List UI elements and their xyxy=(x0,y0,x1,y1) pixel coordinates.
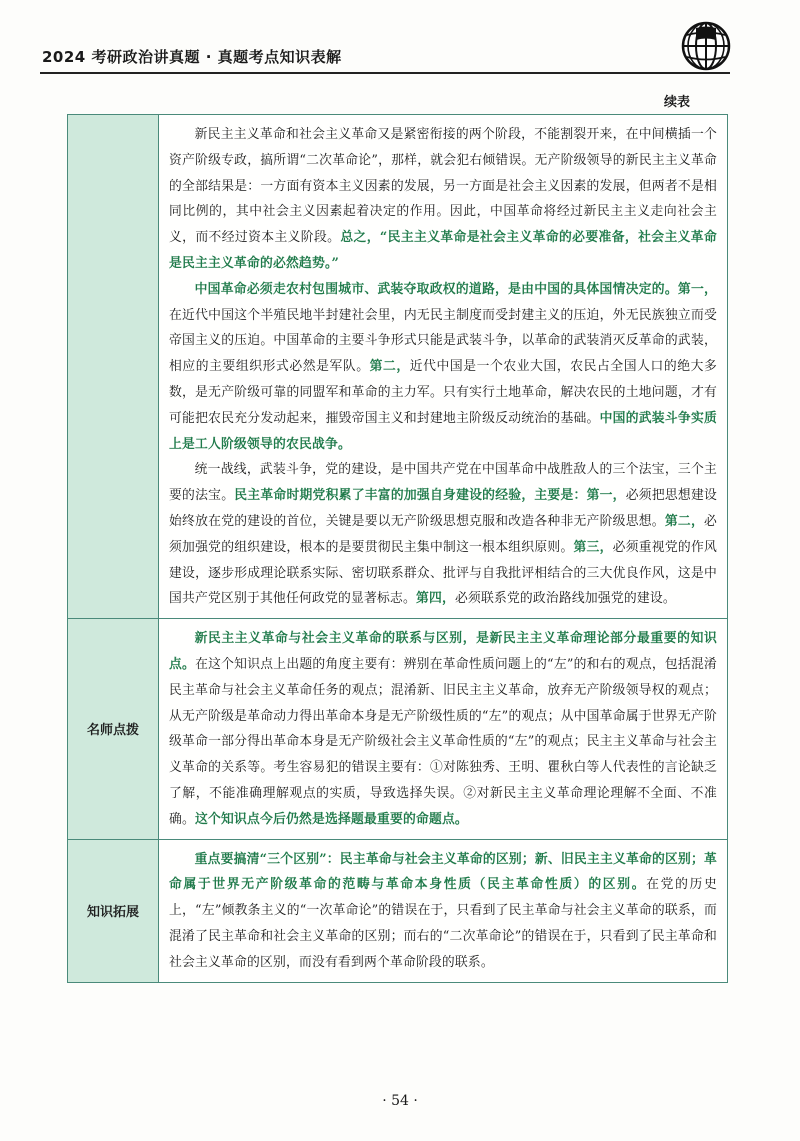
continued-label: 续表 xyxy=(664,95,691,110)
body-text: 必须加强党的组织建设，根本的是要贯彻民主集中制这一根本组织原则。 xyxy=(169,513,717,555)
body-text: 在近代中国这个半殖民地半封建社会里，内无民主制度而受封建主义的压迫，外无民族独立而受帝国主义的压迫。中国革命的主要斗争形式只能是武装斗争，以革命的武装消灭反革命的武装，相应的主要组织形式必然是军队。 xyxy=(169,307,717,375)
book-title: 2024 考研政治讲真题 · 真题考点知识表解 xyxy=(42,48,342,66)
paragraph xyxy=(169,626,717,832)
paragraph xyxy=(169,122,717,277)
row-label: 知识拓展 xyxy=(86,905,139,920)
body-text: 新民主主义革命和社会主义革命又是紧密衔接的两个阶段，不能割裂开来，在中间横插一个资产阶级专政，搞所谓“二次革命论”，那样，就会犯右倾错误。无产阶级领导的新民主主义革命的全部结果是：一方面有资本主义因素的发展，另一方面是社会主义因素的发展，但两者不是相同比例的，其中社会主义因素起着决定的作用。因此，中国革命将经过新民主主义走向社会主义，而不经过资本主义阶段。 xyxy=(169,127,717,246)
row-label: 名师点拨 xyxy=(86,723,139,739)
highlighted-text: 这个知识点今后仍然是选择题最重要的命题点。 xyxy=(195,811,468,827)
highlighted-text: 第二， xyxy=(664,513,704,529)
knowledge-table xyxy=(67,114,728,983)
row-label-cell xyxy=(68,619,159,838)
highlighted-text: 第二， xyxy=(369,359,410,375)
highlighted-text: 中国革命必须走农村包围城市、武装夺取政权的道路，是由中国的具体国情决定的。第一， xyxy=(194,281,717,297)
body-text: 近代中国是一个农业大国，农民占全国人口的绝大多数，是无产阶级可靠的同盟军和革命的主力军。只有实行土地革命，解决农民的土地问题，才有可能把农民充分发动起来，摧毁帝国主义和封建地主阶级反动统治的基础。 xyxy=(169,359,717,426)
paragraph xyxy=(169,277,717,458)
highlighted-text: 重点要搞清“三个区别”：民主革命与社会主义革命的区别；新、旧民主主义革命的区别；革命属于世界无产阶级革命的范畴与革命本身性质（民主革命性质）的区别。 xyxy=(169,851,717,893)
body-text: 统一战线，武装斗争，党的建设，是中国共产党在中国革命中战胜敌人的三个法宝，三个主要的法宝。 xyxy=(169,462,717,504)
body-text: 在党的历史上，“左”倾教条主义的“一次革命论”的错误在于，只看到了民主革命与社会主义革命的联系，而混淆了民主革命和社会主义革命的区别；而右的“二次革命论”的错误在于，只看到了民主革命和社会主义革命的区别，而没有看到两个革命阶段的联系。 xyxy=(169,877,717,970)
row-label-cell xyxy=(68,115,159,618)
body-text: 必须把思想建设始终放在党的建设的首位，关键是要以无产阶级思想克服和改造各种非无产阶级思想。 xyxy=(169,488,718,529)
table-row xyxy=(68,839,727,982)
globe-icon xyxy=(680,20,732,72)
row-label-cell xyxy=(68,840,159,982)
highlighted-text: 第四， xyxy=(415,591,455,607)
running-header xyxy=(40,38,730,74)
row-content xyxy=(159,115,727,618)
body-text: 必须重视党的作风建设，逐步形成理论联系实际、密切联系群众、批评与自我批评相结合的三大优良作风，这是中国共产党区别于其他任何政党的显著标志。 xyxy=(169,539,717,607)
paragraph xyxy=(169,847,717,976)
row-content xyxy=(159,840,727,982)
table-row xyxy=(68,115,727,618)
table-row xyxy=(68,618,727,838)
highlighted-text: 中国的武装斗争实质上是工人阶级领导的农民战争。 xyxy=(169,410,717,452)
highlighted-text: 民主革命时期党积累了丰富的加强自身建设的经验，主要是：第一， xyxy=(234,488,626,504)
highlighted-text: 总之，“民主主义革命是社会主义革命的必要准备，社会主义革命是民主主义革命的必然趋势。” xyxy=(169,230,717,271)
paragraph xyxy=(169,457,717,612)
highlighted-text: 第三， xyxy=(573,539,613,555)
highlighted-text: 新民主主义革命与社会主义革命的联系与区别，是新民主主义革命理论部分最重要的知识点。 xyxy=(169,631,717,672)
row-content xyxy=(159,619,727,838)
page-number: · 54 · xyxy=(382,1093,418,1109)
body-text: 在这个知识点上出题的角度主要有：辨别在革命性质问题上的“左”的和右的观点，包括混淆民主革命与社会主义革命任务的观点；混淆新、旧民主主义革命，放弃无产阶级领导权的观点；从无产阶级是革命动力得出革命本身是无产阶级性质的“左”的观点；从中国革命属于世界无产阶级革命一部分得出革命本身是无产阶级社会主义革命性质的“左”的观点；民主主义革命与社会主义革命的关系等。考生容易犯的错误主要有：①对陈独秀、王明、瞿秋白等人代表性的言论缺乏了解，不能准确理解观点的实质，导致选择失误。②对新民主主义革命理论理解不全面、不准确。 xyxy=(169,656,717,827)
body-text: 必须联系党的政治路线加强党的建设。 xyxy=(454,591,676,607)
